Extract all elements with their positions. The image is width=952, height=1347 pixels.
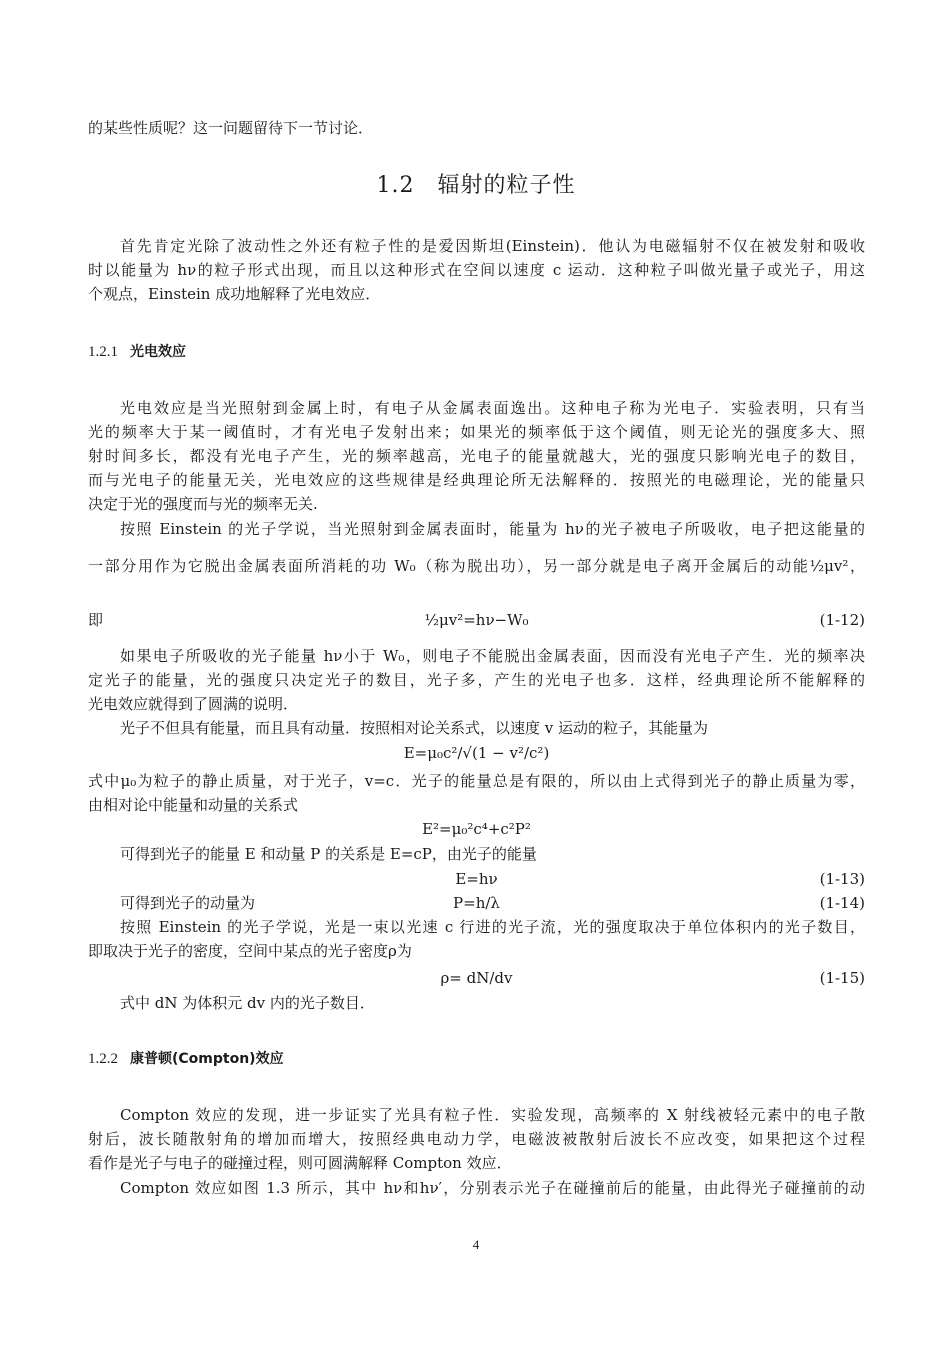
equation-energy: E=μ₀c²/√(1 − v²/c²) xyxy=(403,744,550,762)
s122-p1-line-2: 射后，波长随散射角的增加而增大，按照经典电动力学，电磁波被散射后波长不应改变，如果把这个过程 xyxy=(88,1130,865,1148)
equation-number-1-12: (1-12) xyxy=(819,611,865,629)
s121-p1-line-5: 决定于光的强度而与光的频率无关. xyxy=(88,495,318,513)
s121-p3-line-3: 光电效应就得到了圆满的说明． xyxy=(88,695,299,713)
s121-p5-line-2: 由相对论中能量和动量的关系式 xyxy=(88,796,299,814)
s121-p3-line-1: 如果电子所吸收的光子能量 hν小于 W₀，则电子不能脱出金属表面，因而没有光电子产生．光的频率决 xyxy=(120,647,865,665)
subsection-title: 康普顿(Compton)效应 xyxy=(130,1051,284,1067)
s121-p8: 式中 dN 为体积元 dv 内的光子数目． xyxy=(120,994,375,1012)
eq12-lead: 即 xyxy=(88,611,104,629)
subsection-title: 光电效应 xyxy=(130,344,186,360)
s121-p2-line-1: 按照 Einstein 的光子学说，当光照射到金属表面时，能量为 hν的光子被电子所吸收，电子把这能量的 xyxy=(120,520,865,538)
s121-p4: 光子不但具有能量，而且具有动量．按照相对论关系式，以速度 v 运动的粒子，其能量为 xyxy=(120,719,709,737)
equation-number-1-15: (1-15) xyxy=(819,969,865,987)
s121-p1-line-3: 射时间多长，都没有光电子产生，光的频率越高，光电子的能量就越大，光的强度只影响光电子的数目， xyxy=(88,447,865,465)
subsection-heading-1-2-2 xyxy=(88,1047,284,1070)
carryover-text: 的某些性质呢？这一问题留待下一节讨论． xyxy=(88,119,374,137)
s121-p5-line-1: 式中μ₀为粒子的静止质量，对于光子，v=c．光子的能量总是有限的，所以由上式得到光子的静止质量为零， xyxy=(88,772,865,790)
s121-p6: 可得到光子的能量 E 和动量 P 的关系是 E=cP，由光子的能量 xyxy=(120,845,537,863)
subsection-number: 1.2.1 xyxy=(88,344,118,360)
page-number: 4 xyxy=(472,1237,480,1252)
s121-p1-line-1: 光电效应是当光照射到金属上时，有电子从金属表面逸出。这种电子称为光电子．实验表明，只有当 xyxy=(120,399,865,417)
s121-p3-line-2: 定光子的能量，光的强度只决定光子的数目，光子多，产生的光电子也多．这样，经典理论所不能解释的 xyxy=(88,671,865,689)
equation-relativistic: E²=μ₀²c⁴+c²P² xyxy=(422,820,531,838)
eq14-lead: 可得到光子的动量为 xyxy=(120,894,256,912)
s122-p1-line-3: 看作是光子与电子的碰撞过程，则可圆满解释 Compton 效应． xyxy=(88,1154,512,1172)
s121-p7-line-1: 按照 Einstein 的光子学说，光是一束以光速 c 行进的光子流，光的强度取决于单位体积内的光子数目， xyxy=(120,918,865,936)
intro-line-1: 首先肯定光除了波动性之外还有粒子性的是爱因斯坦(Einstein)．他认为电磁辐射不仅在被发射和吸收 xyxy=(120,237,865,255)
equation-1-13: E=hν xyxy=(455,870,498,888)
s122-p2-line-1: Compton 效应如图 1.3 所示，其中 hν和hν′，分别表示光子在碰撞前后的能量，由此得光子碰撞前的动 xyxy=(120,1179,865,1197)
intro-line-2: 时以能量为 hν的粒子形式出现，而且以这种形式在空间以速度 c 运动．这种粒子叫做光量子或光子，用这 xyxy=(88,261,865,279)
subsection-heading-1-2-1 xyxy=(88,340,186,363)
subsection-number: 1.2.2 xyxy=(88,1051,118,1067)
equation-number-1-14: (1-14) xyxy=(819,894,865,912)
equation-1-15: ρ= dN/dv xyxy=(440,969,513,987)
s122-p1-line-1: Compton 效应的发现，进一步证实了光具有粒子性．实验发现，高频率的 X 射线被轻元素中的电子散 xyxy=(120,1106,865,1124)
equation-number-1-13: (1-13) xyxy=(819,870,865,888)
s121-p1-line-2: 光的频率大于某一阈值时，才有光电子发射出来；如果光的频率低于这个阈值，则无论光的强度多大、照 xyxy=(88,423,865,441)
s121-p2-line-2: 一部分用作为它脱出金属表面所消耗的功 W₀（称为脱出功），另一部分就是电子离开金属后的动能½μv²， xyxy=(88,557,865,575)
intro-line-3: 个观点，Einstein 成功地解释了光电效应． xyxy=(88,285,381,303)
s121-p1-line-4: 而与光电子的能量无关，光电效应的这些规律是经典理论所无法解释的．按照光的电磁理论，光的能量只 xyxy=(88,471,865,489)
s121-p7-line-2: 即取决于光子的密度，空间中某点的光子密度ρ为 xyxy=(88,942,412,960)
equation-1-14: P=h/λ xyxy=(453,894,500,912)
equation-1-12: ½μv²=hν−W₀ xyxy=(424,611,529,629)
section-title: 1.2 辐射的粒子性 xyxy=(376,173,576,198)
